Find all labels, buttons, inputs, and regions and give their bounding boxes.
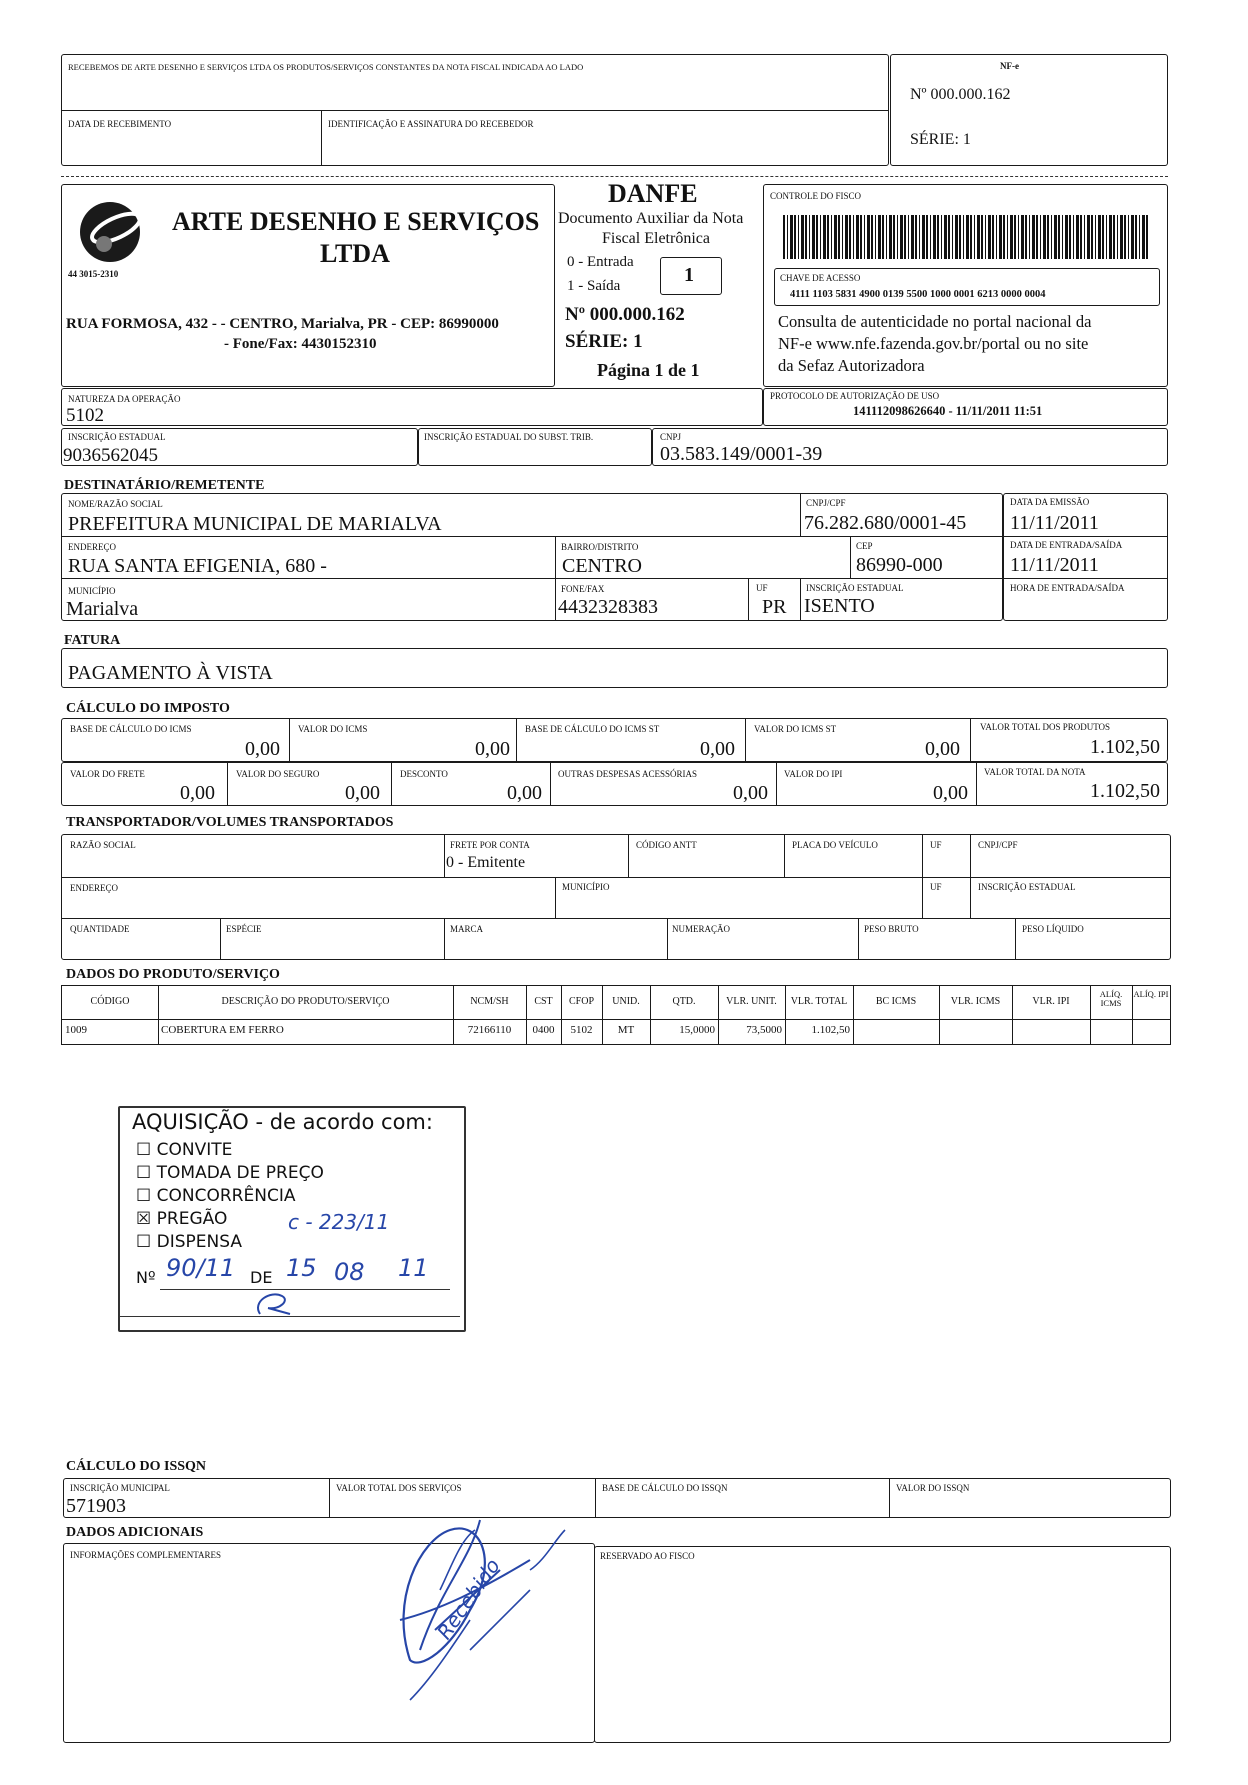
products-header-qty: QTD. (672, 996, 696, 1007)
stamp-hand-month: 08 (334, 1258, 365, 1286)
qty-label: QUANTIDADE (70, 924, 130, 934)
danfe-page: Página 1 de 1 (597, 360, 700, 380)
cep-label: CEP (856, 541, 873, 551)
access-key-label: CHAVE DE ACESSO (780, 273, 861, 283)
issqn-v1 (329, 1479, 330, 1517)
icms-label: VALOR DO ICMS (298, 724, 368, 734)
tax-r1-v2 (516, 719, 517, 761)
stamp-opt4-label: PREGÃO (156, 1209, 228, 1229)
note-total: 1.102,50 (1090, 780, 1160, 802)
danfe-series: SÉRIE: 1 (565, 331, 643, 352)
stamp-hand-number: 90/11 (166, 1254, 236, 1282)
stamp-opt-dispensa: ☐ DISPENSA (136, 1232, 242, 1252)
products-header-aliq-icms: ALÍQ. ICMS (1099, 989, 1123, 1008)
numbering-label: NUMERAÇÃO (672, 924, 731, 934)
protocol-label: PROTOCOLO DE AUTORIZAÇÃO DE USO (770, 391, 940, 401)
products-cell-cst: 0400 (532, 1024, 555, 1036)
recipient-vline5 (800, 579, 801, 620)
carrier-city-label: MUNICÍPIO (562, 882, 610, 892)
products-cell-ncm: 72166110 (467, 1024, 512, 1036)
handwritten-signature (380, 1500, 610, 1730)
issuer-address-line2: - Fone/Fax: 4430152310 (224, 336, 377, 352)
stamp-date-underline (160, 1289, 450, 1290)
danfe-subtitle2: Fiscal Eletrônica (602, 230, 710, 247)
products-cell-code: 1009 (65, 1024, 87, 1036)
recipient-vline1 (800, 494, 801, 536)
receipt-nfe-box (890, 54, 1168, 166)
stamp-no-label: Nº (136, 1268, 156, 1287)
icms: 0,00 (475, 738, 510, 760)
cnpj-value: 03.583.149/0001-39 (660, 443, 823, 465)
recipient-hline1 (62, 536, 1002, 537)
stamp-signature-mark (250, 1288, 300, 1320)
invoice-section: FATURA (64, 633, 121, 648)
plate-label: PLACA DO VEÍCULO (792, 840, 878, 850)
im-label: INSCRIÇÃO MUNICIPAL (70, 1483, 170, 1493)
stamp-de-label: DE (250, 1268, 273, 1287)
carrier-address-label: ENDEREÇO (70, 883, 118, 893)
issuer-address-line1: RUA FORMOSA, 432 - - CENTRO, Marialva, PR - CEP: 86990000 (66, 316, 499, 332)
products-section: DADOS DO PRODUTO/SERVIÇO (66, 967, 280, 982)
products-table (61, 985, 1171, 1045)
transport-v7 (220, 919, 221, 959)
products-header-total: VLR. TOTAL (790, 996, 848, 1007)
icms-st-base: 0,00 (700, 738, 735, 760)
products-header-unit-value: VLR. UNIT. (726, 996, 777, 1007)
products-col-divider (650, 986, 651, 1044)
products-cell-qty: 15,0000 (679, 1024, 715, 1036)
danfe-number: Nº 000.000.162 (565, 304, 685, 325)
phone-label: FONE/FAX (561, 584, 605, 594)
danfe-exit: 1 - Saída (567, 278, 621, 294)
consult-line2: NF-e www.nfe.fazenda.gov.br/portal ou no site (778, 334, 1089, 353)
reserved-label: RESERVADO AO FISCO (600, 1551, 695, 1561)
recipient-section: DESTINATÁRIO/REMETENTE (64, 478, 265, 493)
tax-r2-v5 (976, 763, 977, 805)
transport-v8 (444, 919, 445, 959)
handwritten-note: Recebido (432, 1554, 505, 1644)
transport-v9 (667, 919, 668, 959)
ipi-label: VALOR DO IPI (784, 769, 843, 779)
products-col-divider (718, 986, 719, 1044)
protocol-value: 141112098626640 - 11/11/2011 11:51 (853, 404, 1043, 418)
tax-r2-v3 (550, 763, 551, 805)
danfe-entry: 0 - Entrada (567, 254, 634, 270)
info-label: INFORMAÇÕES COMPLEMENTARES (70, 1550, 222, 1560)
district-label: BAIRRO/DISTRITO (561, 542, 639, 552)
freight: 0,00 (180, 782, 215, 804)
stamp-opt1-label: CONVITE (156, 1140, 233, 1160)
stamp-opt5-label: DISPENSA (156, 1232, 242, 1252)
reserved-box (594, 1546, 1171, 1743)
ie-st-label: INSCRIÇÃO ESTADUAL DO SUBST. TRIB. (424, 432, 594, 442)
issuer-name-line2: LTDA (320, 239, 390, 268)
recipient-date-hline1 (1004, 536, 1167, 537)
insurance: 0,00 (345, 782, 380, 804)
transport-h2 (62, 918, 1170, 919)
stamp-opt3-label: CONCORRÊNCIA (156, 1186, 296, 1206)
discount: 0,00 (507, 782, 542, 804)
tax-r1-v1 (289, 719, 290, 761)
products-header-description: DESCRIÇÃO DO PRODUTO/SERVIÇO (221, 996, 390, 1007)
time-label: HORA DE ENTRADA/SAÍDA (1010, 583, 1125, 593)
stamp-title: AQUISIÇÃO - de acordo com: (132, 1110, 433, 1134)
danfe-title: DANFE (608, 179, 698, 208)
access-key-value: 4111 1103 5831 4900 0139 5500 1000 0001 6213 0000 0004 (790, 289, 1046, 300)
products-col-divider (785, 986, 786, 1044)
products-col-divider (526, 986, 527, 1044)
district: CENTRO (562, 555, 642, 577)
ie-label: INSCRIÇÃO ESTADUAL (68, 432, 166, 442)
uf: PR (762, 596, 787, 618)
recipient-name-label: NOME/RAZÃO SOCIAL (68, 499, 163, 509)
products-cell-total: 1.102,50 (811, 1024, 850, 1036)
freight-by: 0 - Emitente (446, 854, 526, 871)
barcode (783, 215, 1149, 259)
consult-line3: da Sefaz Autorizadora (778, 356, 925, 375)
receipt-text: RECEBEMOS DE ARTE DESENHO E SERVIÇOS LTDA OS PRODUTOS/SERVIÇOS CONSTANTES DA NOTA FISCAL INDICADA AO LADO (68, 62, 584, 72)
aquisicao-stamp (118, 1106, 466, 1332)
invoice-value: PAGAMENTO À VISTA (68, 662, 273, 684)
stamp-opt-convite: ☐ CONVITE (136, 1140, 233, 1160)
cep: 86990-000 (856, 554, 943, 576)
transport-box (61, 834, 1171, 960)
brand-label: MARCA (450, 924, 484, 934)
issqn-base-label: BASE DE CÁLCULO DO ISSQN (602, 1483, 728, 1493)
carrier-cnpj-label: CNPJ/CPF (978, 840, 1018, 850)
issue-date: 11/11/2011 (1010, 512, 1099, 534)
transport-v1 (444, 835, 445, 877)
products-cell-cfop: 5102 (570, 1024, 593, 1036)
recipient-date-hline2 (1004, 578, 1167, 579)
insurance-label: VALOR DO SEGURO (236, 769, 320, 779)
receipt-nfe-label: NF-e (1000, 61, 1019, 71)
stamp-hand-day: 15 (286, 1254, 317, 1282)
transport-v3 (784, 835, 785, 877)
stamp-opt-pregao: ☒ PREGÃO (136, 1209, 228, 1229)
tax-r2-v2 (391, 763, 392, 805)
discount-label: DESCONTO (400, 769, 448, 779)
products-col-divider (939, 986, 940, 1044)
carrier-uf2-label: UF (930, 882, 942, 892)
transport-v6 (555, 878, 556, 918)
recipient-address: RUA SANTA EFIGENIA, 680 - (68, 555, 327, 577)
transport-v5 (970, 835, 971, 918)
products-header-ncm: NCM/SH (470, 996, 509, 1007)
products-col-divider (602, 986, 603, 1044)
products-col-divider (561, 986, 562, 1044)
danfe-subtitle1: Documento Auxiliar da Nota (558, 210, 744, 227)
receipt-series: SÉRIE: 1 (910, 131, 971, 148)
issuer-name-line1: ARTE DESENHO E SERVIÇOS (172, 207, 540, 236)
recipient-ie: ISENTO (804, 595, 875, 617)
receipt-number: Nº 000.000.162 (910, 86, 1011, 103)
stamp-hand-pregao: c - 223/11 (288, 1210, 390, 1234)
services-total-label: VALOR TOTAL DOS SERVIÇOS (336, 1483, 462, 1493)
products-cell-unit-value: 73,5000 (746, 1024, 782, 1036)
other: 0,00 (733, 782, 768, 804)
tax-r1-v4 (970, 719, 971, 761)
city: Marialva (66, 598, 139, 620)
logo-phone: 44 3015-2310 (68, 269, 119, 279)
receipt-date-label: DATA DE RECEBIMENTO (68, 119, 172, 129)
products-header-line (62, 1019, 1170, 1020)
icms-st: 0,00 (925, 738, 960, 760)
products-header-bc-icms: BC ICMS (875, 996, 917, 1007)
transport-v4 (922, 835, 923, 918)
tax-r2-v1 (227, 763, 228, 805)
cut-line (61, 176, 1168, 177)
transport-v10 (858, 919, 859, 959)
carrier-name-label: RAZÃO SOCIAL (70, 840, 136, 850)
transport-v2 (628, 835, 629, 877)
ipi: 0,00 (933, 782, 968, 804)
gross-weight-label: PESO BRUTO (864, 924, 919, 934)
carrier-ie-label: INSCRIÇÃO ESTADUAL (978, 882, 1076, 892)
recipient-name: PREFEITURA MUNICIPAL DE MARIALVA (68, 513, 442, 535)
ie-value: 9036562045 (63, 445, 158, 466)
products-col-divider (1012, 986, 1013, 1044)
transport-h1 (62, 877, 1170, 878)
note-total-label: VALOR TOTAL DA NOTA (984, 767, 1086, 777)
products-header-ipi: VLR. IPI (1032, 996, 1070, 1007)
nature-value: 5102 (66, 405, 104, 426)
receipt-vdivider (321, 110, 322, 165)
transport-v11 (1015, 919, 1016, 959)
tax-section: CÁLCULO DO IMPOSTO (66, 701, 230, 716)
phone: 4432328383 (558, 596, 658, 618)
recipient-vline3 (850, 537, 851, 579)
products-col-divider (158, 986, 159, 1044)
danfe-type-value: 1 (684, 264, 694, 286)
freight-by-label: FRETE POR CONTA (450, 840, 530, 850)
products-header-unit: UNID. (612, 996, 640, 1007)
additional-section: DADOS ADICIONAIS (66, 1525, 204, 1540)
products-header-aliq-ipi: ALÍQ. IPI (1133, 989, 1169, 999)
cnpj-label: CNPJ (660, 432, 682, 442)
recipient-cnpj: 76.282.680/0001-45 (804, 512, 967, 534)
products-header-cst: CST (534, 996, 553, 1007)
city-label: MUNICÍPIO (68, 586, 116, 596)
freight-label: VALOR DO FRETE (70, 769, 145, 779)
stamp-hand-year: 11 (398, 1254, 429, 1282)
recipient-hline2 (62, 578, 1002, 579)
products-total: 1.102,50 (1090, 736, 1160, 758)
entry-date: 11/11/2011 (1010, 554, 1099, 576)
products-col-divider (453, 986, 454, 1044)
other-label: OUTRAS DESPESAS ACESSÓRIAS (558, 769, 698, 779)
recipient-vline2 (555, 537, 556, 620)
im-value: 571903 (66, 1495, 126, 1517)
icms-st-base-label: BASE DE CÁLCULO DO ICMS ST (525, 724, 660, 734)
uf-label: UF (756, 583, 768, 593)
products-cell-description: COBERTURA EM FERRO (161, 1024, 284, 1036)
nature-label: NATUREZA DA OPERAÇÃO (68, 394, 181, 404)
transport-section: TRANSPORTADOR/VOLUMES TRANSPORTADOS (66, 815, 394, 830)
carrier-uf-label: UF (930, 840, 942, 850)
recipient-vline4 (748, 579, 749, 620)
recipient-address-label: ENDEREÇO (68, 542, 116, 552)
consult-line1: Consulta de autenticidade no portal nacional da (778, 312, 1092, 331)
recipient-ie-label: INSCRIÇÃO ESTADUAL (806, 583, 904, 593)
stamp-opt2-label: TOMADA DE PREÇO (156, 1163, 324, 1183)
issqn-section: CÁLCULO DO ISSQN (66, 1459, 207, 1474)
products-col-divider (853, 986, 854, 1044)
receipt-divider (62, 110, 888, 111)
icms-base: 0,00 (245, 738, 280, 760)
fisco-control-label: CONTROLE DO FISCO (770, 191, 862, 201)
stamp-opt-tomada: ☐ TOMADA DE PREÇO (136, 1163, 324, 1183)
products-total-label: VALOR TOTAL DOS PRODUTOS (980, 722, 1111, 732)
products-cell-unit: MT (617, 1024, 635, 1036)
recipient-cnpj-label: CNPJ/CPF (806, 498, 846, 508)
products-header-icms: VLR. ICMS (950, 996, 1001, 1007)
issqn-value-label: VALOR DO ISSQN (896, 1483, 970, 1493)
antt-label: CÓDIGO ANTT (636, 840, 697, 850)
issue-date-label: DATA DA EMISSÃO (1010, 497, 1090, 507)
tax-r1-v3 (745, 719, 746, 761)
net-weight-label: PESO LÍQUIDO (1022, 924, 1084, 934)
icms-st-label: VALOR DO ICMS ST (754, 724, 837, 734)
products-header-cfop: CFOP (568, 996, 594, 1007)
tax-r2-v4 (776, 763, 777, 805)
stamp-opt-concorrencia: ☐ CONCORRÊNCIA (136, 1186, 296, 1206)
products-header-code: CÓDIGO (90, 996, 130, 1007)
icms-base-label: BASE DE CÁLCULO DO ICMS (70, 724, 192, 734)
species-label: ESPÉCIE (226, 924, 262, 934)
entry-date-label: DATA DE ENTRADA/SAÍDA (1010, 540, 1123, 550)
issqn-v3 (889, 1479, 890, 1517)
receipt-id-label: IDENTIFICAÇÃO E ASSINATURA DO RECEBEDOR (328, 119, 534, 129)
